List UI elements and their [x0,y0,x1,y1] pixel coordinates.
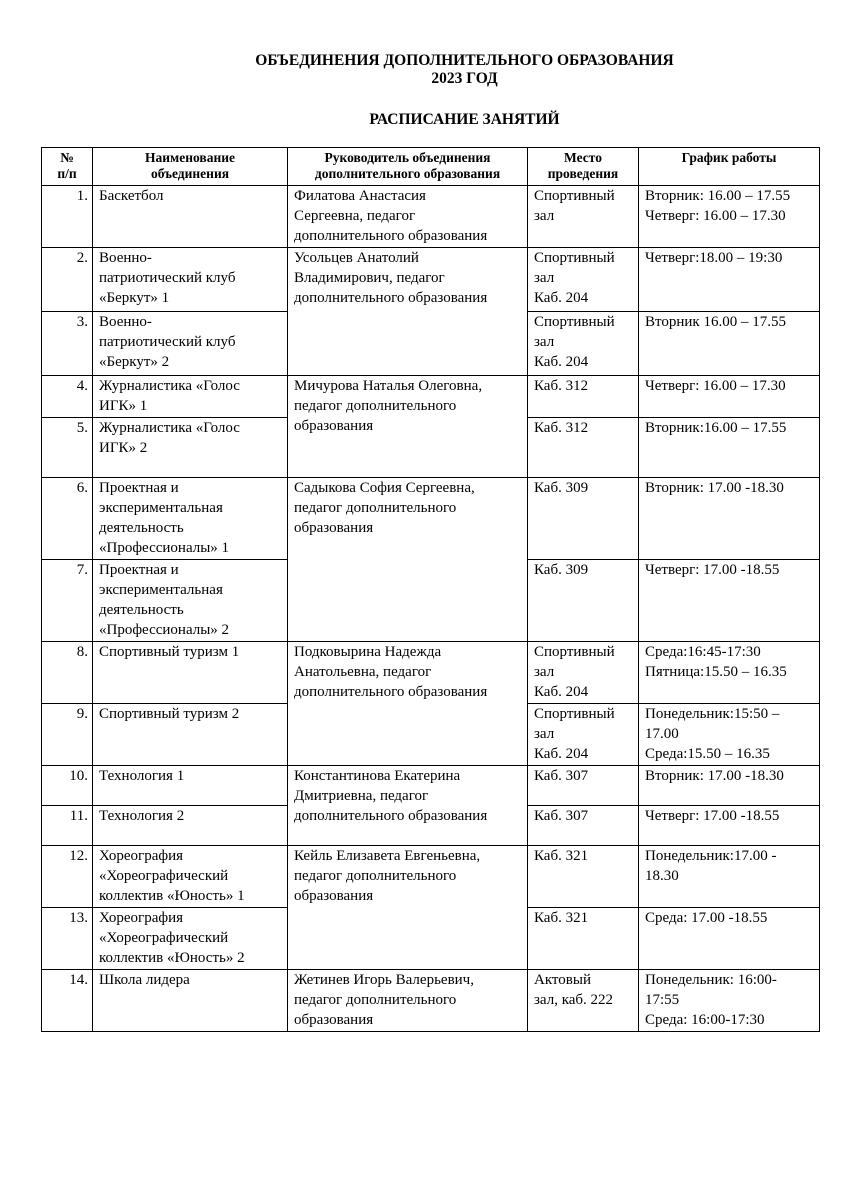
venue [528,312,639,376]
venue-line: зал [534,664,555,680]
work-schedule-line: Четверг: 17.00 -18.55 [645,808,780,824]
work-schedule-line: Среда: 17.00 -18.55 [645,910,768,926]
work-schedule-line: Понедельник:15:50 – [645,706,780,722]
table-row [42,186,820,248]
work-schedule-line: Среда:15.50 – 16.35 [645,746,770,762]
venue-line: Каб. 321 [534,910,589,926]
association-name-line: Хореография [99,910,184,926]
association-name [93,908,288,970]
column-header-name: Наименование объединения [93,148,288,186]
table-row [42,642,820,704]
venue-line: Каб. 309 [534,562,589,578]
association-name-line: Военно- [99,314,152,330]
work-schedule-line: Понедельник:17.00 - [645,848,777,864]
venue-line: Каб. 321 [534,848,589,864]
venue-line: Каб. 307 [534,808,589,824]
work-schedule-line: Вторник 16.00 – 17.55 [645,314,786,330]
work-schedule-line: Вторник: 17.00 -18.30 [645,768,784,784]
row-number: 12. [42,846,93,908]
venue-line: зал [534,334,555,350]
work-schedule-line: 17.00 [645,726,679,742]
venue [528,560,639,642]
association-name-line: Школа лидера [99,972,190,988]
venue [528,806,639,846]
leader-name-line: педагог дополнительного [294,500,457,516]
table-row [42,846,820,908]
association-name-line: «Беркут» 2 [99,354,170,370]
work-schedule [639,418,820,478]
table-row [42,766,820,806]
column-header-schedule: График работы [639,148,820,186]
venue-line: Каб. 309 [534,480,589,496]
row-number: 14. [42,970,93,1032]
work-schedule-line: Четверг: 16.00 – 17.30 [645,378,786,394]
association-name-line: экспериментальная [99,500,223,516]
table-header-row [42,148,820,186]
row-number: 8. [42,642,93,704]
leader-name [288,846,528,970]
column-header-number: № п/п [42,148,93,186]
leader-name-line: Усольцев Анатолий [294,250,419,266]
venue-line: Актовый [534,972,591,988]
leader-name-line: образования [294,1012,374,1028]
leader-name-line: Кейль Елизавета Евгеньевна, [294,848,481,864]
association-name-line: Технология 2 [99,808,185,824]
association-name [93,560,288,642]
association-name-line: Баскетбол [99,188,164,204]
leader-name-line: Владимирович, педагог [294,270,445,286]
work-schedule [639,908,820,970]
work-schedule [639,642,820,704]
venue [528,248,639,312]
document-subtitle: РАСПИСАНИЕ ЗАНЯТИЙ [369,111,560,128]
venue-line: Спортивный [534,644,615,660]
association-name-line: экспериментальная [99,582,223,598]
work-schedule [639,186,820,248]
association-name-line: ИГК» 2 [99,440,148,456]
venue-line: Спортивный [534,314,615,330]
venue [528,970,639,1032]
document-title: ОБЪЕДИНЕНИЯ ДОПОЛНИТЕЛЬНОГО ОБРАЗОВАНИЯ [255,52,674,69]
work-schedule-line: Вторник: 17.00 -18.30 [645,480,784,496]
leader-name [288,186,528,248]
document-year: 2023 ГОД [431,70,498,87]
association-name [93,248,288,312]
venue-line: Спортивный [534,188,615,204]
association-name [93,186,288,248]
association-name-line: ИГК» 1 [99,398,148,414]
association-name-line: коллектив «Юность» 2 [99,950,245,966]
association-name-line: «Хореографический [99,930,229,946]
association-name-line: патриотический клуб [99,270,236,286]
work-schedule-line: Пятница:15.50 – 16.35 [645,664,787,680]
column-header-leader: Руководитель объединения дополнительного образования [288,148,528,186]
association-name [93,806,288,846]
association-name [93,846,288,908]
association-name-line: деятельность [99,602,184,618]
association-name [93,418,288,478]
association-name-line: Проектная и [99,480,179,496]
row-number: 5. [42,418,93,478]
schedule-table [41,147,820,1032]
row-number: 10. [42,766,93,806]
work-schedule-line: Четверг:18.00 – 19:30 [645,250,783,266]
work-schedule-line: Понедельник: 16:00- [645,972,777,988]
table-row [42,248,820,312]
work-schedule [639,248,820,312]
association-name-line: Журналистика «Голос [99,378,240,394]
venue-line: зал, каб. 222 [534,992,614,1008]
venue [528,418,639,478]
venue-line: Каб. 204 [534,684,589,700]
leader-name-line: педагог дополнительного [294,868,457,884]
work-schedule [639,970,820,1032]
venue-line: Каб. 312 [534,378,589,394]
association-name-line: Проектная и [99,562,179,578]
leader-name-line: образования [294,520,374,536]
work-schedule [639,376,820,418]
leader-name [288,766,528,846]
row-number: 11. [42,806,93,846]
work-schedule-line: Вторник:16.00 – 17.55 [645,420,787,436]
association-name-line: Военно- [99,250,152,266]
venue-line: зал [534,726,555,742]
table-row [42,478,820,560]
leader-name-line: педагог дополнительного [294,992,457,1008]
leader-name [288,248,528,376]
work-schedule-line: Среда:16:45-17:30 [645,644,761,660]
leader-name-line: дополнительного образования [294,228,488,244]
work-schedule-line: Четверг: 17.00 -18.55 [645,562,780,578]
work-schedule-line: 17:55 [645,992,680,1008]
association-name-line: коллектив «Юность» 1 [99,888,245,904]
leader-name-line: дополнительного образования [294,684,488,700]
association-name [93,478,288,560]
work-schedule [639,766,820,806]
row-number: 2. [42,248,93,312]
work-schedule [639,560,820,642]
row-number: 4. [42,376,93,418]
leader-name [288,478,528,642]
work-schedule-line: Четверг: 16.00 – 17.30 [645,208,786,224]
leader-name-line: дополнительного образования [294,290,488,306]
association-name [93,642,288,704]
venue-line: Каб. 204 [534,354,589,370]
association-name-line: Хореография [99,848,184,864]
venue-line: Каб. 307 [534,768,589,784]
association-name [93,766,288,806]
association-name [93,376,288,418]
leader-name [288,376,528,478]
association-name-line: деятельность [99,520,184,536]
venue [528,704,639,766]
venue-line: зал [534,270,555,286]
leader-name [288,642,528,766]
association-name [93,312,288,376]
association-name-line: Спортивный туризм 1 [99,644,240,660]
association-name-line: «Профессионалы» 2 [99,622,230,638]
association-name-line: Журналистика «Голос [99,420,240,436]
venue [528,766,639,806]
association-name [93,704,288,766]
venue-line: Каб. 312 [534,420,589,436]
venue [528,846,639,908]
venue-line: Спортивный [534,706,615,722]
work-schedule [639,704,820,766]
venue-line: Каб. 204 [534,290,589,306]
association-name-line: «Хореографический [99,868,229,884]
leader-name-line: Дмитриевна, педагог [294,788,429,804]
venue [528,908,639,970]
work-schedule [639,806,820,846]
row-number: 7. [42,560,93,642]
work-schedule [639,312,820,376]
venue [528,376,639,418]
venue-line: зал [534,208,555,224]
leader-name [288,970,528,1032]
association-name-line: Технология 1 [99,768,185,784]
table-row [42,970,820,1032]
leader-name-line: Садыкова София Сергеевна, [294,480,475,496]
association-name-line: Спортивный туризм 2 [99,706,240,722]
work-schedule-line: Среда: 16:00-17:30 [645,1012,765,1028]
leader-name-line: Подковырина Надежда [294,644,442,660]
association-name-line: патриотический клуб [99,334,236,350]
leader-name-line: Филатова Анастасия [294,188,426,204]
leader-name-line: Мичурова Наталья Олеговна, [294,378,483,394]
leader-name-line: образования [294,418,374,434]
leader-name-line: Анатольевна, педагог [294,664,432,680]
leader-name-line: педагог дополнительного [294,398,457,414]
association-name [93,970,288,1032]
work-schedule-line: Вторник: 16.00 – 17.55 [645,188,791,204]
column-header-place: Место проведения [528,148,639,186]
leader-name-line: дополнительного образования [294,808,488,824]
venue [528,642,639,704]
row-number: 13. [42,908,93,970]
leader-name-line: Сергеевна, педагог [294,208,416,224]
work-schedule-line: 18.30 [645,868,679,884]
leader-name-line: образования [294,888,374,904]
venue [528,186,639,248]
row-number: 3. [42,312,93,376]
association-name-line: «Профессионалы» 1 [99,540,230,556]
leader-name-line: Жетинев Игорь Валерьевич, [294,972,474,988]
association-name-line: «Беркут» 1 [99,290,170,306]
table-row [42,376,820,418]
venue-line: Каб. 204 [534,746,589,762]
leader-name-line: Константинова Екатерина [294,768,461,784]
work-schedule [639,478,820,560]
venue [528,478,639,560]
row-number: 9. [42,704,93,766]
work-schedule [639,846,820,908]
row-number: 6. [42,478,93,560]
venue-line: Спортивный [534,250,615,266]
row-number: 1. [42,186,93,248]
